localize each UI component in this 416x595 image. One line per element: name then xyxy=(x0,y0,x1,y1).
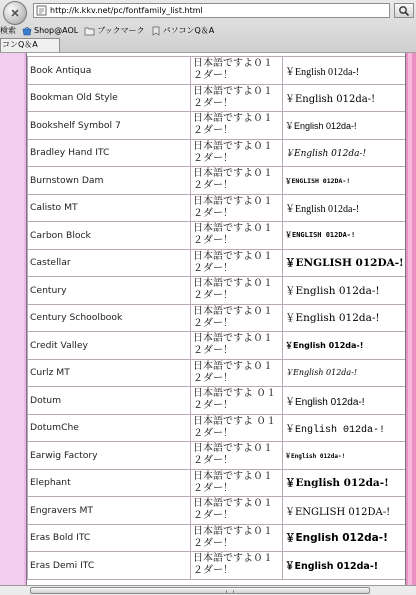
font-name-cell: Eras Demi ITC xyxy=(28,552,191,580)
bookmark-label: 検索 xyxy=(0,26,16,35)
left-decorative-strip xyxy=(0,53,26,585)
english-sample-cell: ￥English 012da-! xyxy=(283,359,406,387)
bookmark-label: ブックマーク xyxy=(97,26,145,35)
font-row xyxy=(28,84,406,112)
back-button[interactable] xyxy=(3,1,27,25)
japanese-sample-cell: 日本語ですよ０１２ダー！ xyxy=(191,552,283,580)
page-favicon xyxy=(36,5,47,16)
english-sample-cell: ￥ENGLISH 012DA-! xyxy=(283,222,406,250)
english-sample-cell: ￥English 012da-! xyxy=(283,332,406,360)
japanese-sample-cell: 日本語ですよ ０１２ダー！ xyxy=(191,414,283,442)
font-row xyxy=(28,222,406,250)
font-name-cell: Bookshelf Symbol 7 xyxy=(28,112,191,140)
font-name-cell: DotumChe xyxy=(28,414,191,442)
font-row xyxy=(28,139,406,167)
address-bar[interactable] xyxy=(33,3,390,18)
bookmark-pc-qa[interactable] xyxy=(151,25,215,36)
bookmark-label: Shop@AOL xyxy=(34,26,79,35)
font-name-cell: Dotum xyxy=(28,387,191,415)
font-name-cell: Eras Bold ITC xyxy=(28,524,191,552)
close-x-icon xyxy=(9,7,21,19)
font-row xyxy=(28,552,406,580)
japanese-sample-cell: 日本語ですよ０１２ダー！ xyxy=(191,469,283,497)
browser-toolbar xyxy=(0,0,416,53)
japanese-sample-cell: 日本語ですよ０１２ダー！ xyxy=(191,277,283,305)
english-sample-cell: ￥ENGLISH 012DA-! xyxy=(283,249,406,277)
english-sample-cell: ￥English 012da-! xyxy=(283,57,406,85)
font-row xyxy=(28,442,406,470)
font-row xyxy=(28,359,406,387)
japanese-sample-cell: 日本語ですよ０１２ダー！ xyxy=(191,442,283,470)
page-viewport xyxy=(0,53,416,585)
scrollbar-thumb[interactable] xyxy=(30,587,370,594)
english-sample-cell: ￥English 012da-! xyxy=(283,139,406,167)
font-row xyxy=(28,469,406,497)
font-row xyxy=(28,414,406,442)
font-name-cell: Carbon Block xyxy=(28,222,191,250)
font-row xyxy=(28,112,406,140)
font-name-cell: Earwig Factory xyxy=(28,442,191,470)
url-text: http://k.kkv.net/pc/fontfamily_list.html xyxy=(50,6,203,15)
english-sample-cell: ￥ENGLISH 012DA-! xyxy=(283,497,406,525)
font-name-cell: Bradley Hand ITC xyxy=(28,139,191,167)
english-sample-cell: ￥English 012da-! xyxy=(283,194,406,222)
bookmark-icon xyxy=(151,26,161,36)
english-sample-cell: ￥English 012da-! xyxy=(283,387,406,415)
english-sample-cell: ￥English 012da-! xyxy=(283,84,406,112)
font-row xyxy=(28,524,406,552)
japanese-sample-cell: 日本語ですよ０１２ダー！ xyxy=(191,194,283,222)
font-row xyxy=(28,167,406,195)
english-sample-cell: ￥English 012da-! xyxy=(283,524,406,552)
font-name-cell: Elephant xyxy=(28,469,191,497)
english-sample-cell: ￥English 012da-! xyxy=(283,304,406,332)
japanese-sample-cell: 日本語ですよ０１２ダー！ xyxy=(191,222,283,250)
font-name-cell: Burnstown Dam xyxy=(28,167,191,195)
font-name-cell: Book Antiqua xyxy=(28,57,191,85)
english-sample-cell: ￥English 012da-! xyxy=(283,277,406,305)
right-decorative-strip xyxy=(406,53,416,585)
font-row xyxy=(28,194,406,222)
japanese-sample-cell: 日本語ですよ ０１２ダー！ xyxy=(191,387,283,415)
japanese-sample-cell: 日本語ですよ０１２ダー！ xyxy=(191,304,283,332)
japanese-sample-cell: 日本語ですよ０１２ダー！ xyxy=(191,359,283,387)
font-row xyxy=(28,304,406,332)
english-sample-cell: ￥English 012da-! xyxy=(283,442,406,470)
font-name-cell: Calisto MT xyxy=(28,194,191,222)
font-name-cell: Bookman Old Style xyxy=(28,84,191,112)
english-sample-cell: ￥English 012da-! xyxy=(283,469,406,497)
japanese-sample-cell: 日本語ですよ０１２ダー！ xyxy=(191,112,283,140)
japanese-sample-cell: 日本語ですよ０１２ダー！ xyxy=(191,84,283,112)
bookmark-shop-aol[interactable] xyxy=(22,26,78,36)
font-name-cell: Castellar xyxy=(28,249,191,277)
japanese-sample-cell: 日本語ですよ０１２ダー！ xyxy=(191,249,283,277)
tab-strip xyxy=(0,38,416,52)
font-table xyxy=(27,56,406,580)
font-row xyxy=(28,277,406,305)
english-sample-cell: ￥English 012da-! xyxy=(283,112,406,140)
bookmark-label: パソコンQ＆A xyxy=(162,26,215,35)
bookmark-folder[interactable] xyxy=(84,25,144,36)
font-name-cell: Credit Valley xyxy=(28,332,191,360)
english-sample-cell: ￥ENGLISH 012DA-! xyxy=(283,167,406,195)
bookmarks-bar xyxy=(0,23,416,38)
font-name-cell: Engravers MT xyxy=(28,497,191,525)
font-name-cell: Curlz MT xyxy=(28,359,191,387)
shop-icon xyxy=(22,26,32,36)
tab-pc-qa[interactable]: コンQ＆A xyxy=(0,38,60,52)
japanese-sample-cell: 日本語ですよ０１２ダー！ xyxy=(191,167,283,195)
japanese-sample-cell: 日本語ですよ０１２ダー！ xyxy=(191,139,283,167)
horizontal-scrollbar[interactable] xyxy=(0,585,416,595)
font-row xyxy=(28,387,406,415)
font-row xyxy=(28,332,406,360)
content-panel xyxy=(26,53,406,585)
english-sample-cell: ￥English 012da-! xyxy=(283,552,406,580)
folder-icon xyxy=(84,26,95,36)
font-row xyxy=(28,497,406,525)
bookmark-search[interactable] xyxy=(0,25,16,36)
search-go-button[interactable] xyxy=(394,3,414,18)
font-row xyxy=(28,57,406,85)
japanese-sample-cell: 日本語ですよ０１２ダー！ xyxy=(191,332,283,360)
japanese-sample-cell: 日本語ですよ０１２ダー！ xyxy=(191,57,283,85)
japanese-sample-cell: 日本語ですよ０１２ダー！ xyxy=(191,524,283,552)
font-name-cell: Century Schoolbook xyxy=(28,304,191,332)
font-name-cell: Century xyxy=(28,277,191,305)
font-row xyxy=(28,249,406,277)
magnifier-icon xyxy=(398,5,410,17)
english-sample-cell: ￥English 012da-! xyxy=(283,414,406,442)
japanese-sample-cell: 日本語ですよ０１２ダー！ xyxy=(191,497,283,525)
